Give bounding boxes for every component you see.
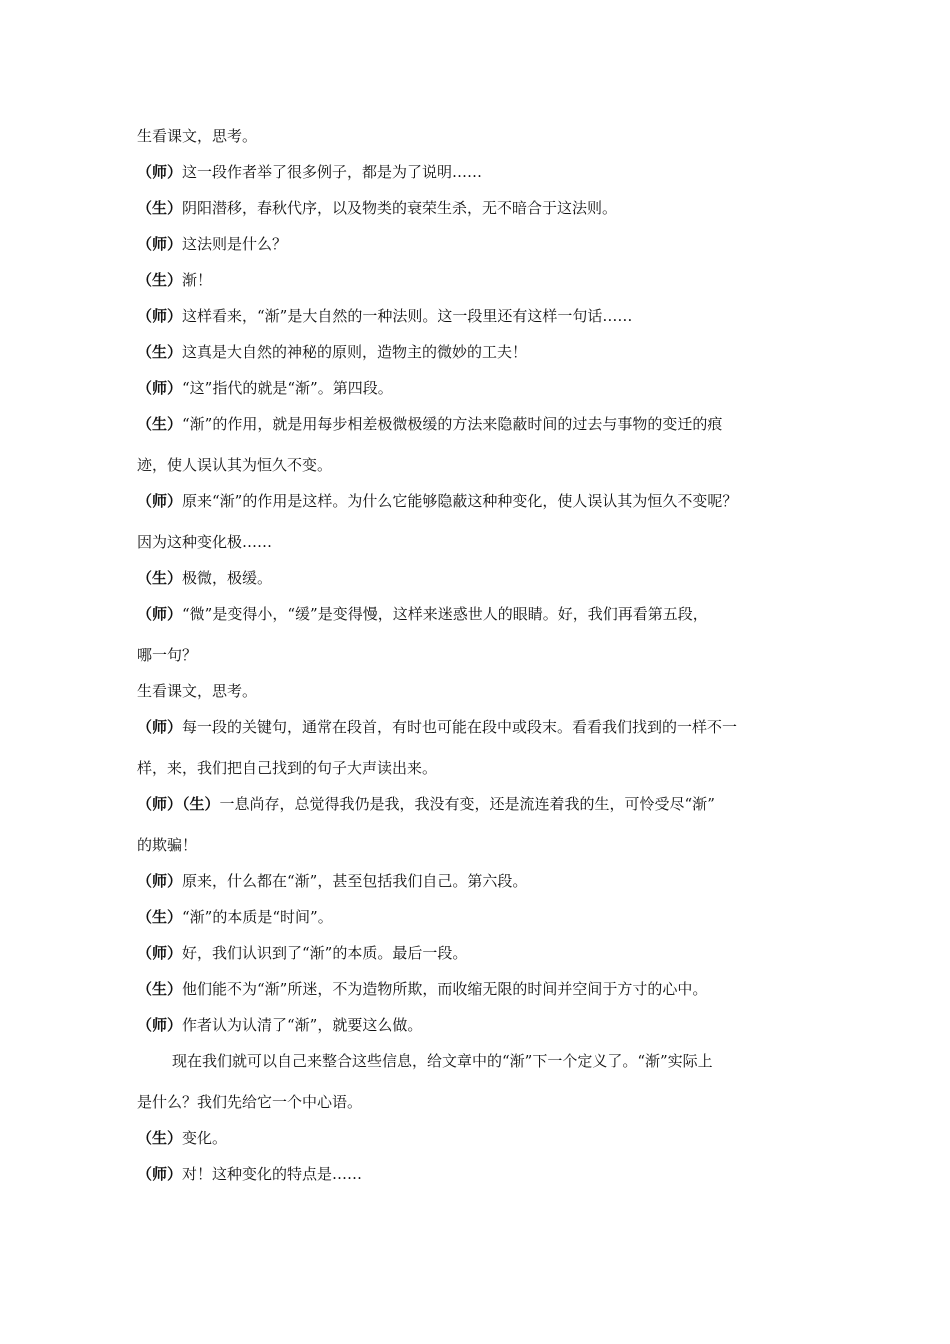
speaker-tag: （师） <box>137 1165 183 1183</box>
speaker-tag: （生） <box>137 1129 183 1147</box>
text-line <box>137 126 257 146</box>
line-text: 这样看来，“渐”是大自然的一种法则。这一段里还有这样一句话…… <box>182 307 633 325</box>
line-text: 生看课文，思考。 <box>137 127 258 145</box>
line-text: 极微，极缓。 <box>182 569 273 587</box>
line-text: 这法则是什么？ <box>182 235 288 253</box>
text-line <box>137 1128 227 1148</box>
speaker-tag: （师） <box>137 1016 183 1034</box>
speaker-tag: （师） <box>137 944 183 962</box>
line-text: 哪一句？ <box>137 646 198 664</box>
speaker-tag: （生） <box>137 980 183 998</box>
text-line <box>137 717 737 737</box>
speaker-tag: （师） <box>137 492 183 510</box>
speaker-tag: （生） <box>137 569 183 587</box>
text-line <box>137 1164 362 1184</box>
line-text: 这真是大自然的神秘的原则，造物主的微妙的工夫！ <box>182 343 528 361</box>
speaker-tag: （生） <box>137 343 183 361</box>
line-text: “这”指代的就是“渐”。第四段。 <box>182 379 393 397</box>
text-line <box>137 491 737 511</box>
text-line <box>137 907 333 927</box>
line-text: 因为这种变化极…… <box>137 533 273 551</box>
text-line <box>137 1015 422 1035</box>
text-line <box>137 835 197 855</box>
text-line <box>137 532 272 552</box>
line-text: 是什么？我们先给它一个中心语。 <box>137 1093 363 1111</box>
line-text: 作者认为认清了“渐”，就要这么做。 <box>182 1016 423 1034</box>
line-text: 好，我们认识到了“渐”的本质。最后一段。 <box>182 944 468 962</box>
speaker-tag: （师）（生） <box>137 795 220 813</box>
text-line <box>137 758 437 778</box>
speaker-tag: （师） <box>137 718 183 736</box>
text-line <box>137 270 212 290</box>
speaker-tag: （师） <box>137 163 183 181</box>
speaker-tag: （师） <box>137 235 183 253</box>
text-line <box>137 162 482 182</box>
line-text: 变化。 <box>182 1129 228 1147</box>
text-line <box>137 306 632 326</box>
text-line <box>137 378 393 398</box>
speaker-tag: （师） <box>137 307 183 325</box>
line-text: 他们能不为“渐”所迷，不为造物所欺，而收缩无限的时间并空间于方寸的心中。 <box>182 980 708 998</box>
speaker-tag: （师） <box>137 605 183 623</box>
line-text: 迹，使人误认其为恒久不变。 <box>137 456 333 474</box>
line-text: 对！这种变化的特点是…… <box>182 1165 363 1183</box>
text-line <box>137 681 257 701</box>
text-line <box>137 794 715 814</box>
text-line <box>137 234 287 254</box>
speaker-tag: （生） <box>137 415 183 433</box>
text-line <box>137 943 467 963</box>
line-text: 原来，什么都在“渐”，甚至包括我们自己。第六段。 <box>182 872 528 890</box>
text-line <box>137 414 722 434</box>
text-line <box>137 979 707 999</box>
speaker-tag: （生） <box>137 271 183 289</box>
text-line <box>137 455 332 475</box>
text-line <box>137 1092 362 1112</box>
line-text: 的欺骗！ <box>137 836 198 854</box>
speaker-tag: （生） <box>137 908 183 926</box>
line-text: 这一段作者举了很多例子，都是为了说明…… <box>182 163 483 181</box>
text-line <box>172 1051 713 1071</box>
line-text: 渐！ <box>182 271 213 289</box>
line-text: 生看课文，思考。 <box>137 682 258 700</box>
speaker-tag: （师） <box>137 379 183 397</box>
text-line <box>137 342 527 362</box>
line-text: 每一段的关键句，通常在段首，有时也可能在段中或段末。看看我们找到的一样不一 <box>182 718 738 736</box>
line-text: 一息尚存，总觉得我仍是我，我没有变，还是流连着我的生，可怜受尽“渐” <box>219 795 715 813</box>
line-text: 原来“渐”的作用是这样。为什么它能够隐蔽这种种变化，使人误认其为恒久不变呢？ <box>182 492 738 510</box>
text-line <box>137 198 617 218</box>
speaker-tag: （生） <box>137 199 183 217</box>
line-text: 阴阳潜移，春秋代序，以及物类的衰荣生杀，无不暗合于这法则。 <box>182 199 618 217</box>
line-text: “渐”的本质是“时间”。 <box>182 908 333 926</box>
text-line <box>137 645 197 665</box>
text-line <box>137 871 527 891</box>
line-text: 样，来，我们把自己找到的句子大声读出来。 <box>137 759 438 777</box>
line-text: “微”是变得小，“缓”是变得慢，这样来迷惑世人的眼睛。好，我们再看第五段， <box>182 605 708 623</box>
line-text: 现在我们就可以自己来整合这些信息，给文章中的“渐”下一个定义了。“渐”实际上 <box>172 1052 713 1070</box>
line-text: “渐”的作用，就是用每步相差极微极缓的方法来隐蔽时间的过去与事物的变迁的痕 <box>182 415 723 433</box>
speaker-tag: （师） <box>137 872 183 890</box>
text-line <box>137 604 708 624</box>
text-line <box>137 568 272 588</box>
